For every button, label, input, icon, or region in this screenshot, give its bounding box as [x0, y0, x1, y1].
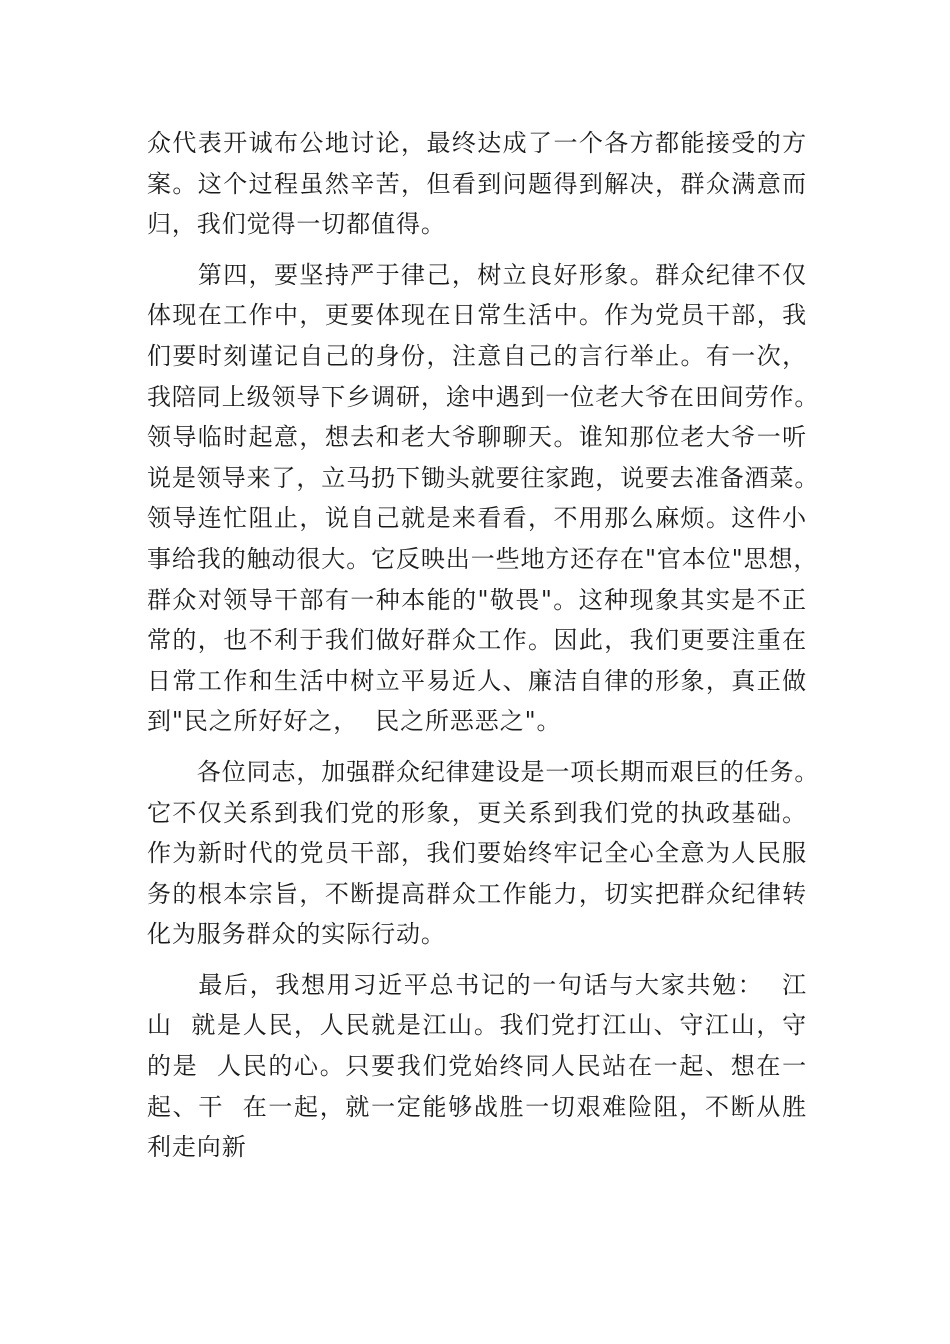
paragraph-2: [147, 255, 820, 742]
text-line: 第四，要坚持严于律己，树立良好形象。群众纪律不仅: [147, 260, 807, 289]
text-line: 们要时刻谨记自己的身份，注意自己的言行举止。有一次，: [147, 341, 807, 370]
text-line: 体现在工作中，更要体现在日常生活中。作为党员干部，我: [147, 301, 807, 330]
text-line: 最后，我想用习近平总书记的一句话与大家共勉： 江: [147, 970, 807, 999]
text-line: 的是 人民的心。只要我们党始终同人民站在一起、想在一: [147, 1052, 807, 1081]
text-line: 山 就是人民，人民就是江山。我们党打江山、守江山，守: [147, 1011, 807, 1040]
text-line: 群众对领导干部有一种本能的"敬畏"。这种现象其实是不正: [147, 585, 807, 614]
text-line: 到"民之所好好之， 民之所恶恶之"。: [147, 707, 562, 736]
document-body: [147, 123, 820, 1178]
text-line: 化为服务群众的实际行动。: [147, 920, 446, 949]
paragraph-1: [147, 123, 807, 245]
text-line: 我陪同上级领导下乡调研，途中遇到一位老大爷在田间劳作。: [147, 382, 820, 411]
text-line: 它不仅关系到我们党的形象，更关系到我们党的执政基础。: [147, 798, 807, 827]
paragraph-3: [147, 752, 820, 955]
text-line: 起、干 在一起，就一定能够战胜一切艰难险阻，不断从胜: [147, 1092, 807, 1121]
text-line: 领导连忙阻止，说自己就是来看看，不用那么麻烦。这件小: [147, 504, 807, 533]
text-line: 领导临时起意，想去和老大爷聊聊天。谁知那位老大爷一听: [147, 423, 807, 452]
text-line: 案。这个过程虽然辛苦，但看到问题得到解决，群众满意而: [147, 169, 807, 198]
text-line: 常的，也不利于我们做好群众工作。因此，我们更要注重在: [147, 626, 807, 655]
text-line: 利走向新: [147, 1133, 247, 1162]
paragraph-4: [147, 965, 807, 1168]
text-line: 众代表开诚布公地讨论，最终达成了一个各方都能接受的方: [147, 129, 807, 157]
text-line: 归，我们觉得一切都值得。: [147, 210, 446, 239]
text-line: 事给我的触动很大。它反映出一些地方还存在"官本位"思想，: [147, 544, 819, 573]
text-line: 各位同志，加强群众纪律建设是一项长期而艰巨的任务。: [147, 757, 820, 786]
text-line: 作为新时代的党员干部，我们要始终牢记全心全意为人民服: [147, 839, 807, 868]
text-line: 务的根本宗旨，不断提高群众工作能力，切实把群众纪律转: [147, 879, 807, 908]
text-line: 说是领导来了，立马扔下锄头就要往家跑，说要去准备酒菜。: [147, 463, 820, 492]
text-line: 日常工作和生活中树立平易近人、廉洁自律的形象，真正做: [147, 666, 807, 695]
